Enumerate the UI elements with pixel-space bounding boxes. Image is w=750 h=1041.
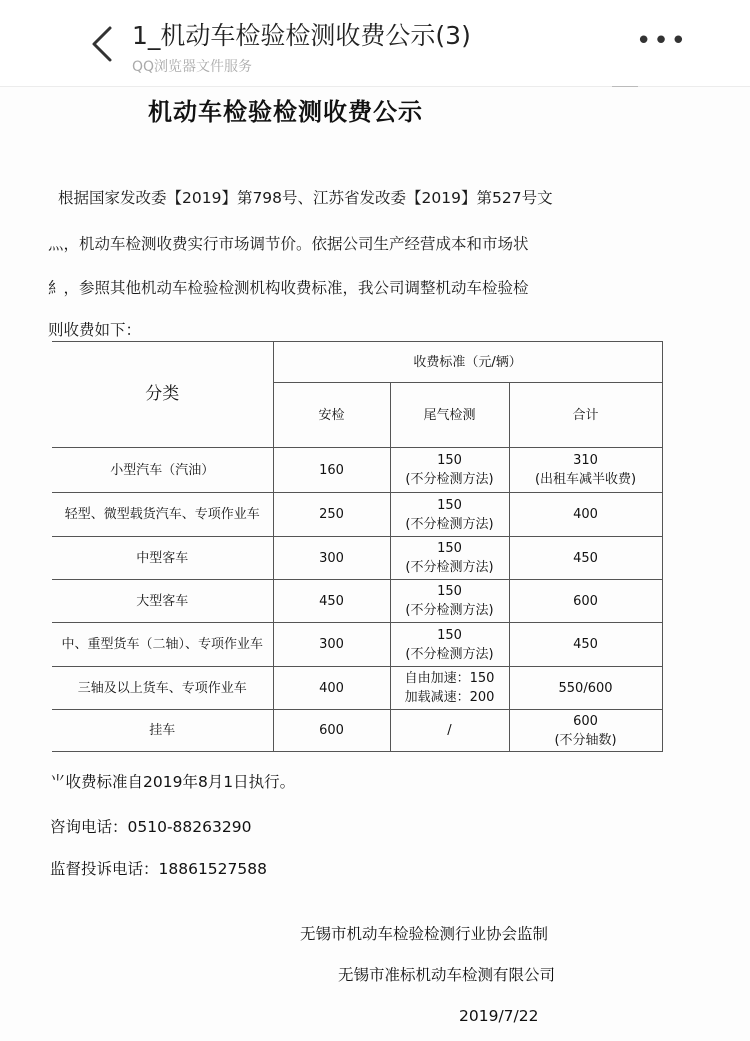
header-total: 合计 <box>509 383 662 448</box>
emission-value: 150 <box>437 453 462 468</box>
table-row <box>52 537 662 580</box>
emission-note: (不分检测方法) <box>405 560 494 575</box>
emission-value: 150 <box>437 627 462 643</box>
total-value: 600 <box>573 713 598 729</box>
paragraph-line: 则收费如下： <box>48 321 142 339</box>
effective-date-line: ⺌收费标准自2019年8月1日执行。 <box>50 773 296 791</box>
total-note: (出租车减半收费) <box>534 472 637 487</box>
signature-date: 2019/7/22 <box>459 1007 539 1025</box>
row-total <box>509 448 662 493</box>
row-safety: 450 <box>273 580 390 623</box>
row-emission <box>390 623 509 667</box>
row-safety: 400 <box>273 667 390 710</box>
row-emission <box>390 667 509 710</box>
table-row <box>52 667 662 710</box>
row-category: 挂车 <box>52 710 273 752</box>
table-row <box>52 493 662 537</box>
top-bar <box>0 0 750 87</box>
table-row <box>52 448 662 493</box>
header-category: 分类 <box>52 342 273 448</box>
emission-value: 150 <box>437 584 462 599</box>
row-category: 中、重型货车（二轴）、专项作业车 <box>52 623 273 667</box>
emission-note: (不分检测方法) <box>405 472 494 487</box>
header-emission: 尾气检测 <box>390 383 509 448</box>
total-value: 310 <box>573 453 598 468</box>
document-title: 机动车检验检测收费公示 <box>148 98 423 126</box>
page-title: 1_机动车检验检测收费公示(3) <box>132 21 471 50</box>
emission-note: (不分检测方法) <box>405 646 494 662</box>
row-safety: 300 <box>273 537 390 580</box>
row-safety: 300 <box>273 623 390 667</box>
more-horizontal-icon[interactable]: ••• <box>636 26 689 56</box>
row-emission: / <box>390 710 509 752</box>
row-total: 450 <box>509 537 662 580</box>
paragraph-line: ⺯，参照其他机动车检验检测机构收费标准，我公司调整机动车检验检 <box>48 279 529 297</box>
table-row <box>52 580 662 623</box>
row-total: 600 <box>509 580 662 623</box>
complaint-phone-line: 监督投诉电话：18861527588 <box>50 860 267 878</box>
row-category: 小型汽车（汽油） <box>52 448 273 493</box>
signature-company: 无锡市准标机动车检测有限公司 <box>338 966 556 984</box>
signature-association: 无锡市机动车检验检测行业协会监制 <box>300 925 549 943</box>
row-category: 轻型、微型载货汽车、专项作业车 <box>52 493 273 537</box>
paragraph-line: ⺣，机动车检测收费实行市场调节价。依据公司生产经营成本和市场状 <box>48 235 529 253</box>
header-safety: 安检 <box>273 383 390 448</box>
page-subtitle: QQ浏览器文件服务 <box>132 59 253 75</box>
total-note: (不分轴数) <box>554 732 617 748</box>
emission-value: 自由加速：150 <box>404 671 495 686</box>
emission-value: 150 <box>437 497 462 513</box>
emission-value: 150 <box>437 541 462 556</box>
row-emission <box>390 537 509 580</box>
row-category: 中型客车 <box>52 537 273 580</box>
row-total: 400 <box>509 493 662 537</box>
emission-note: (不分检测方法) <box>405 603 494 618</box>
header-fee-standard: 收费标准（元/辆） <box>273 342 662 383</box>
divider <box>612 86 638 87</box>
consult-phone-line: 咨询电话：0510-88263290 <box>50 818 252 836</box>
fee-table <box>52 341 663 752</box>
row-safety: 250 <box>273 493 390 537</box>
chevron-left-icon[interactable] <box>86 22 120 66</box>
row-category: 三轴及以上货车、专项作业车 <box>52 667 273 710</box>
row-emission <box>390 448 509 493</box>
row-total: 550/600 <box>509 667 662 710</box>
row-category: 大型客车 <box>52 580 273 623</box>
table-row <box>52 710 662 752</box>
row-total <box>509 710 662 752</box>
row-safety: 600 <box>273 710 390 752</box>
row-emission <box>390 580 509 623</box>
table-row <box>52 623 662 667</box>
emission-note: 加载减速：200 <box>404 690 495 705</box>
row-safety: 160 <box>273 448 390 493</box>
row-total: 450 <box>509 623 662 667</box>
row-emission <box>390 493 509 537</box>
emission-note: (不分检测方法) <box>405 516 494 532</box>
paragraph-line: 根据国家发改委【2019】第798号、江苏省发改委【2019】第527号文 <box>58 189 553 207</box>
